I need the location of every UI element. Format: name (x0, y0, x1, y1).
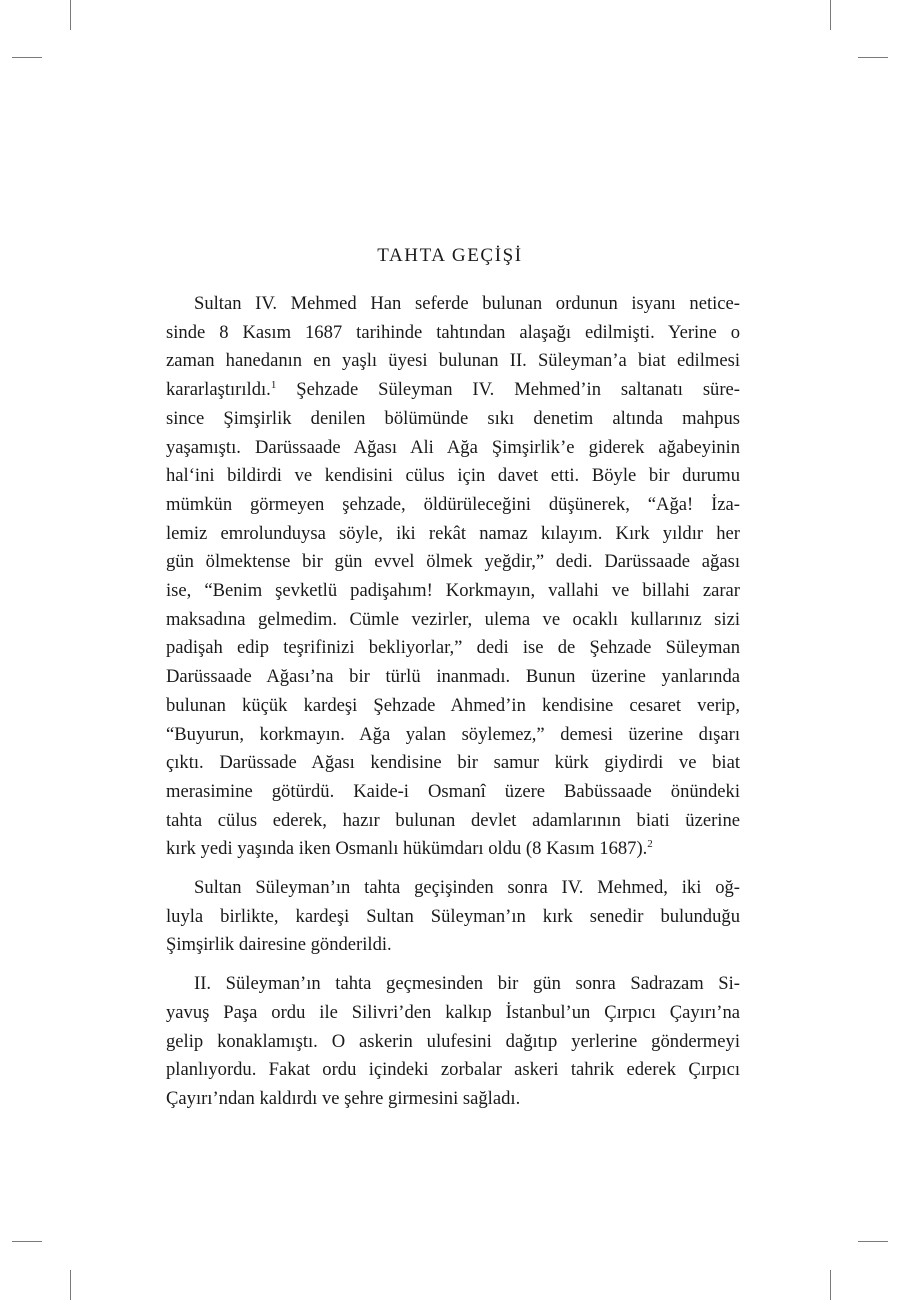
text-line: bulunan küçük kardeşi Şehzade Ahmed’in kendisine cesaret verip, (166, 694, 740, 716)
text-line: mümkün görmeyen şehzade, öldürüleceğini düşünerek, “Ağa! İza- (166, 493, 740, 515)
text-line: Sultan Süleyman’ın tahta geçişinden sonra IV. Mehmed, iki oğ- (194, 877, 740, 899)
text-line: kararlaştırıldı.$^1$ Şehzade Süleyman IV. Mehmed’in saltanatı süre- (166, 379, 740, 401)
crop-mark (858, 57, 888, 58)
text-line: çıktı. Darüssade Ağası kendisine bir samur kürk giydirdi ve biat (166, 752, 740, 774)
crop-mark (830, 1270, 831, 1300)
text-line: lemiz emrolunduysa söyle, iki rekât namaz kılayım. Kırk yıldır her (166, 522, 740, 544)
footnote-marker: 2 (647, 838, 653, 851)
text-line: gelip konaklamıştı. O askerin ulufesini dağıtıp yerlerine göndermeyi (166, 1030, 740, 1052)
text-line: Çayırı’ndan kaldırdı ve şehre girmesini sağladı. (166, 1087, 521, 1109)
text-line: Şimşirlik dairesine gönderildi. (166, 934, 392, 956)
crop-mark (12, 1241, 42, 1242)
text-line: since Şimşirlik denilen bölümünde sıkı denetim altında mahpus (166, 407, 740, 429)
text-line: planlıyordu. Fakat ordu içindeki zorbalar askeri tahrik ederek Çırpıcı (166, 1059, 740, 1081)
text-line: yaşamıştı. Darüssaade Ağası Ali Ağa Şimşirlik’e giderek ağabeyinin (166, 436, 740, 458)
text-line: luyla birlikte, kardeşi Sultan Süleyman’ın kırk senedir bulunduğu (166, 905, 740, 927)
text-line: merasimine götürdü. Kaide-i Osmanî üzere Babüssaade önündeki (166, 780, 740, 802)
text-line: II. Süleyman’ın tahta geçmesinden bir gün sonra Sadrazam Si- (194, 973, 740, 995)
text-line: maksadına gelmedim. Cümle vezirler, ulema ve ocaklı kullarınız sizi (166, 608, 740, 630)
crop-mark (12, 57, 42, 58)
text-line: Darüssaade Ağası’na bir türlü inanmadı. Bunun üzerine yanlarında (166, 666, 740, 688)
text-line: hal‘ini bildirdi ve kendisini cülus için davet etti. Böyle bir durumu (166, 465, 740, 487)
text-line: yavuş Paşa ordu ile Silivri’den kalkıp İstanbul’un Çırpıcı Çayırı’na (166, 1001, 740, 1023)
footnote-marker: 1 (270, 379, 277, 392)
text-line: “Buyurun, korkmayın. Ağa yalan söylemez,” demesi üzerine dışarı (166, 723, 740, 745)
crop-mark (70, 0, 71, 30)
text-line: ise, “Benim şevketlü padişahım! Korkmayın, vallahi ve billahi zarar (166, 580, 740, 602)
chapter-title: TAHTA GEÇİŞİ (377, 245, 523, 266)
text-line: Sultan IV. Mehmed Han seferde bulunan ordunun isyanı netice- (194, 293, 740, 314)
paragraph (166, 970, 740, 1114)
crop-mark (858, 1241, 888, 1242)
crop-mark (70, 1270, 71, 1300)
crop-mark (830, 0, 831, 30)
text-line: kırk yedi yaşında iken Osmanlı hükümdarı oldu (8 Kasım 1687).$^2$ (166, 838, 653, 860)
text-line: sinde 8 Kasım 1687 tarihinde tahtından alaşağı edilmişti. Yerine o (166, 321, 740, 343)
paragraph (166, 290, 740, 864)
text-line: zaman hanedanın en yaşlı üyesi bulunan II. Süleyman’a biat edilmesi (166, 350, 740, 372)
text-line: padişah edip teşrifinizi bekliyorlar,” dedi ise de Şehzade Süleyman (166, 637, 740, 659)
text-line: tahta cülus ederek, hazır bulunan devlet adamlarının biati üzerine (166, 809, 740, 831)
text-line: gün ölmektense bir gün evvel ölmek yeğdir,” dedi. Darüssaade ağası (166, 551, 740, 573)
body-text (166, 290, 740, 1124)
paragraph (166, 874, 740, 960)
